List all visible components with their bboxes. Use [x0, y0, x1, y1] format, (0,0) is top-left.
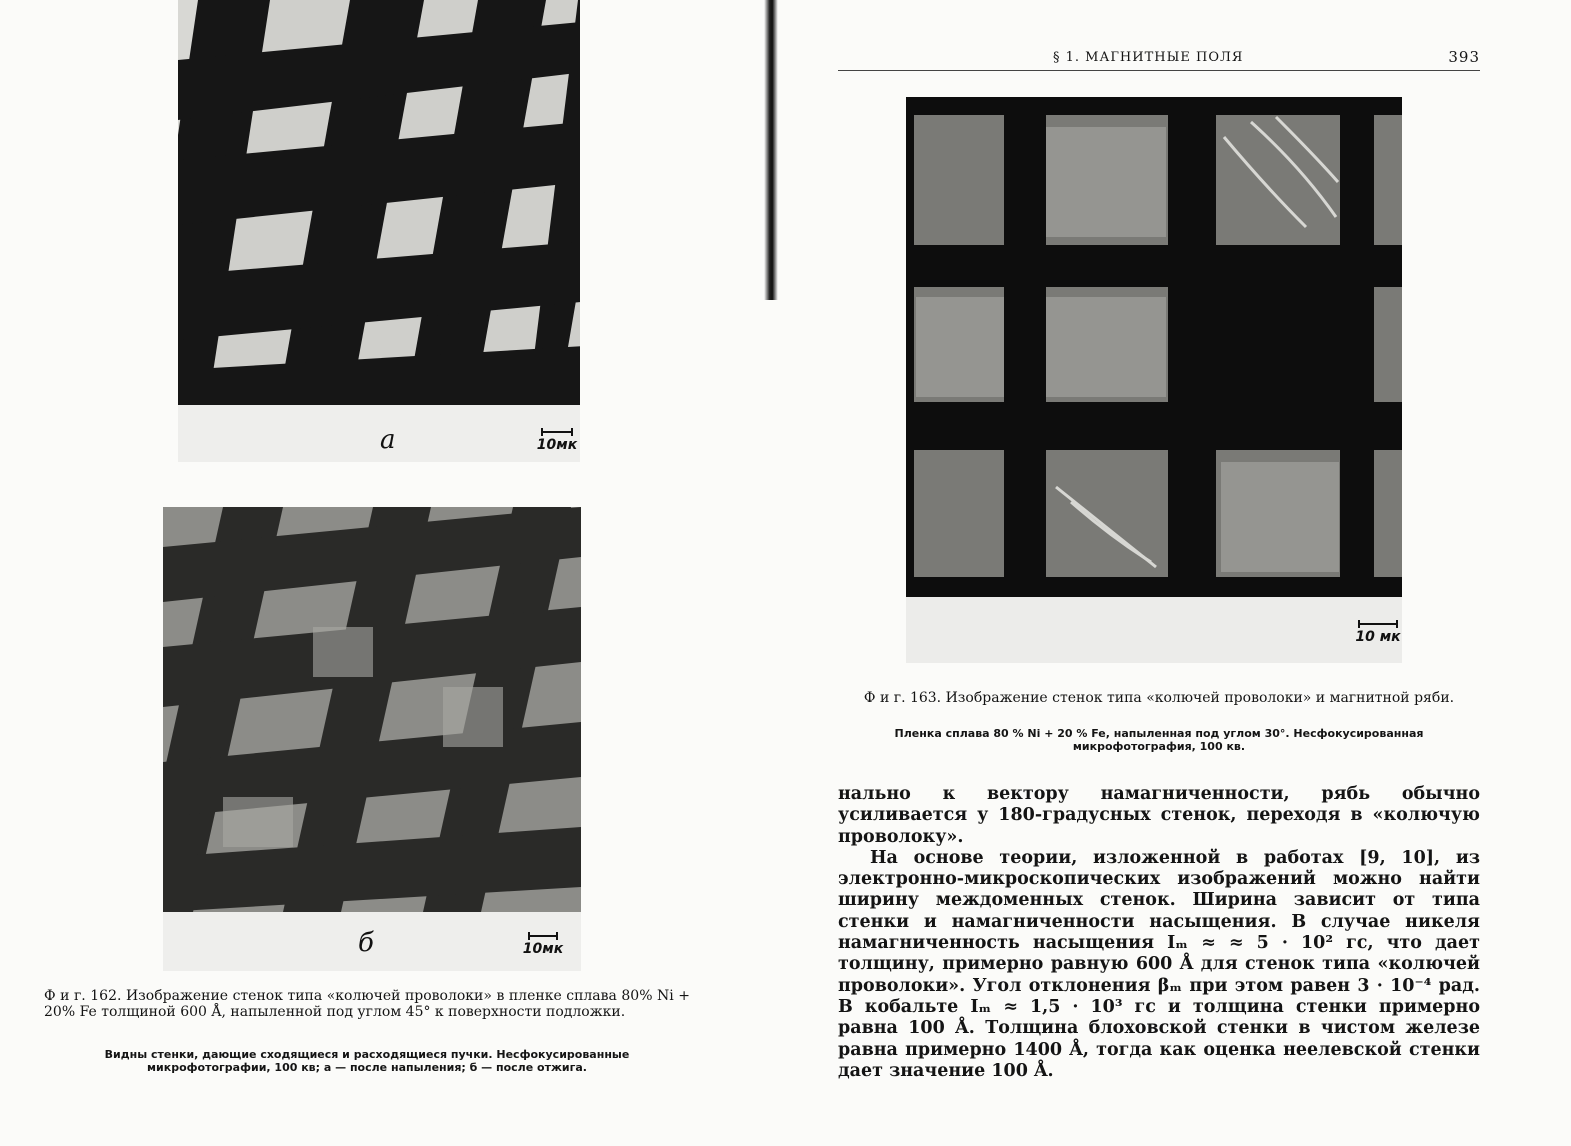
figure-163-grid-image [906, 97, 1402, 663]
figure-163-scale-bar [1350, 620, 1406, 645]
figure-162b-label: б [358, 928, 374, 958]
figure-162a-micrograph [178, 0, 602, 462]
figure-162b-scale-text: 10мк [522, 941, 564, 957]
figure-163-scale-text: 10 мк [1355, 629, 1401, 645]
figure-162a-scale-text: 10мк [536, 437, 578, 453]
body-paragraph-1: нально к вектору намагниченности, рябь обычно усиливается у 180-градусных стенок, переходя в «колючую проволоку». [838, 784, 1480, 847]
figure-162b-grid-image [163, 507, 581, 971]
body-paragraph-2: На основе теории, изложенной в работах [9, 10], из электронно-микроскопических изображений можно найти ширину междоменных стенок. Ширина зависит от типа стенки и намагниченности насыщения. В случае никеля намагниченность насыщения Iₘ ≈ ≈ 5 · 10² гс, что дает толщину, примерно равную 600 Å для стенок типа «колючей проволоки». Угол отклонения βₘ при этом равен 3 · 10⁻⁴ рад. В кобальте Iₘ ≈ 1,5 · 10³ гс и толщина стенки примерно равна 100 Å. Толщина блоховской стенки в чистом железе равна примерно 1400 Å, тогда как оценка неелевской стенки дает значение 100 Å. [838, 847, 1480, 1081]
page-number: 393 [1448, 48, 1480, 66]
figure-162a-scale-bar [530, 428, 584, 453]
body-text [838, 784, 1480, 1082]
figure-162b-scale-bar [518, 932, 568, 957]
running-head-section: § 1. МАГНИТНЫЕ ПОЛЯ [1053, 50, 1244, 65]
figure-162a-grid-image [178, 0, 602, 462]
figure-162b-micrograph [163, 507, 581, 971]
figure-163-caption-note: Пленка сплава 80 % Ni + 20 % Fe, напыленная под углом 30°. Несфокусированная микрофотография, 100 кв. [894, 727, 1424, 753]
figure-163-micrograph [906, 97, 1402, 663]
figure-162-caption-title: Ф и г. 162. Изображение стенок типа «колючей проволоки» в пленке сплава 80% Ni + 20% Fe толщиной 600 Å, напыленной под углом 45° к поверхности подложки. [44, 988, 690, 1020]
figure-162-caption-note: Видны стенки, дающие сходящиеся и расходящиеся пучки. Несфокусированные микрофотографии, 100 кв; а — после напыления; б — после отжига. [104, 1048, 630, 1074]
figure-163-caption-title: Ф и г. 163. Изображение стенок типа «колючей проволоки» и магнитной ряби. [863, 690, 1455, 706]
book-gutter-shadow [764, 0, 778, 300]
figure-162a-label: а [380, 425, 396, 455]
running-head [838, 48, 1480, 71]
